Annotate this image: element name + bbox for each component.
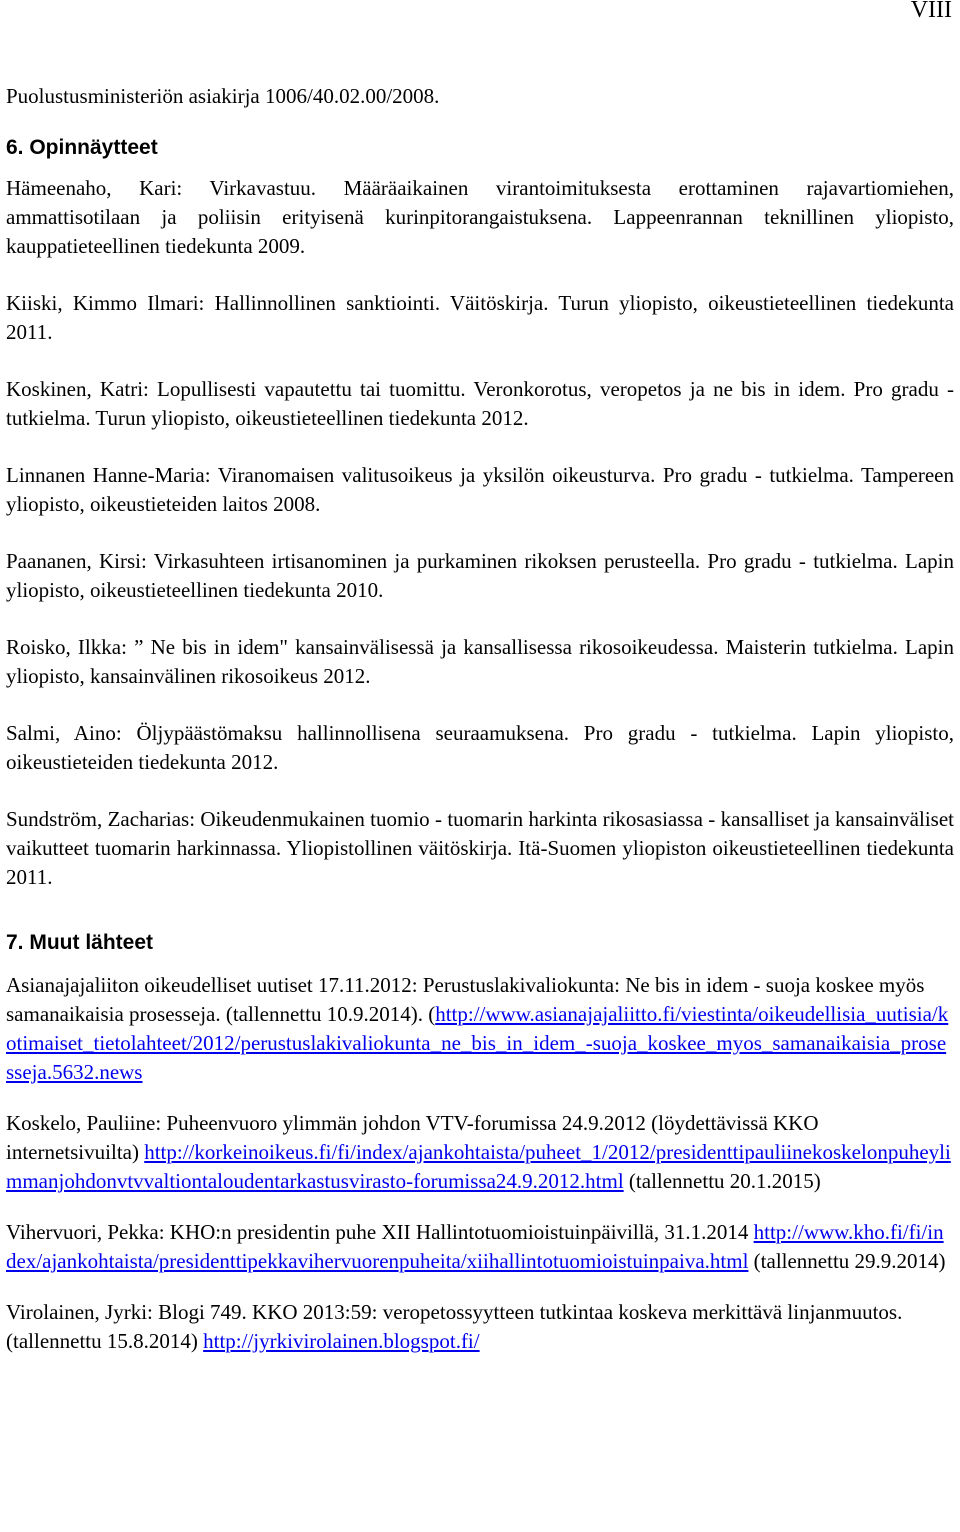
source-text: Vihervuori, Pekka: KHO:n presidentin puhe XII Hallintotuomioistuinpäivillä, 31.1.2014 (6, 1220, 754, 1244)
section-7-heading: 7. Muut lähteet (6, 931, 154, 954)
source-note: (tallennettu 29.9.2014) (748, 1249, 946, 1273)
source-entry (6, 1109, 954, 1196)
source-entry (6, 1298, 954, 1356)
thesis-entry: Paananen, Kirsi: Virkasuhteen irtisanominen ja purkaminen rikoksen perusteella. Pro gradu - tutkielma. Lapin yliopisto, oikeustieteellinen tiedekunta 2010. (6, 549, 954, 602)
source-link[interactable]: http://korkeinoikeus.fi/fi/index/ajankohtaista/puheet_1/2012/presidenttipauliinekoskelonpuheylimmanjohdonvtvvaltiontaloudentarkastusvirasto-forumissa24.9.2012.html (6, 1140, 951, 1193)
source-note: (tallennettu 20.1.2015) (623, 1169, 821, 1193)
source-link[interactable]: http://www.asianajajaliitto.fi/viestinta/oikeudellisia_uutisia/kotimaiset_tietolahteet/2012/perustuslakivaliokunta_ne_bis_in_idem_-suoja_koskee_myos_samanaikaisia_prosesseja.5632.news (6, 1002, 949, 1084)
thesis-entry: Kiiski, Kimmo Ilmari: Hallinnollinen sanktiointi. Väitöskirja. Turun yliopisto, oikeustieteellinen tiedekunta 2011. (6, 291, 954, 344)
section-6-heading: 6. Opinnäytteet (6, 136, 158, 159)
thesis-entry: Linnanen Hanne-Maria: Viranomaisen valitusoikeus ja yksilön oikeusturva. Pro gradu - tutkielma. Tampereen yliopisto, oikeustieteiden laitos 2008. (6, 463, 954, 516)
thesis-entry: Koskinen, Katri: Lopullisesti vapautettu tai tuomittu. Veronkorotus, veropetos ja ne bis in idem. Pro gradu - tutkielma. Turun yliopisto, oikeustieteellinen tiedekunta 2012. (6, 377, 954, 430)
source-entry (6, 971, 954, 1087)
document-body (6, 82, 954, 1384)
thesis-entry: Roisko, Ilkka: ” Ne bis in idem" kansainvälisessä ja kansallisessa rikosoikeudessa. Maisterin tutkielma. Lapin yliopisto, kansainvälinen rikosoikeus 2012. (6, 635, 954, 688)
source-text: Asianajajaliiton oikeudelliset uutiset 17.11.2012: Perustuslakivaliokunta: Ne bis in idem - suoja koskee myös samanaikaisia prosesseja. (tallennettu 10.9.2014). ( (6, 973, 925, 1026)
source-text: Virolainen, Jyrki: Blogi 749. KKO 2013:59: veropetossyytteen tutkintaa koskeva merkittävä linjanmuutos. (tallennettu 15.8.2014) (6, 1300, 903, 1353)
thesis-entry: Salmi, Aino: Öljypäästömaksu hallinnollisena seuraamuksena. Pro gradu - tutkielma. Lapin yliopisto, oikeustieteiden tiedekunta 2012. (6, 721, 954, 774)
source-text: Koskelo, Pauliine: Puheenvuoro ylimmän johdon VTV-forumissa 24.9.2012 (löydettävissä KKO internetsivuilta) (6, 1111, 819, 1164)
source-entry (6, 1218, 954, 1276)
intro-paragraph: Puolustusministeriön asiakirja 1006/40.02.00/2008. (6, 84, 440, 108)
page-number: VIII (910, 0, 952, 23)
thesis-entry: Sundström, Zacharias: Oikeudenmukainen tuomio - tuomarin harkinta rikosasiassa - kansalliset ja kansainväliset vaikutteet tuomarin harkinnassa. Yliopistollinen väitöskirja. Itä-Suomen yliopiston oikeustieteellinen tiedekunta 2011. (6, 807, 954, 889)
source-link[interactable]: http://www.kho.fi/fi/index/ajankohtaista/presidenttipekkavihervuorenpuheita/xiihallintotuomioistuinpaiva.html (6, 1220, 944, 1273)
thesis-entry: Hämeenaho, Kari: Virkavastuu. Määräaikainen virantoimituksesta erottaminen rajavartiomiehen, ammattisotilaan ja poliisin erityisenä kurinpitorangaistuksena. Lappeenrannan teknillinen yliopisto, kauppatieteellinen tiedekunta 2009. (6, 176, 954, 258)
source-link[interactable]: http://jyrkivirolainen.blogspot.fi/ (203, 1329, 480, 1353)
